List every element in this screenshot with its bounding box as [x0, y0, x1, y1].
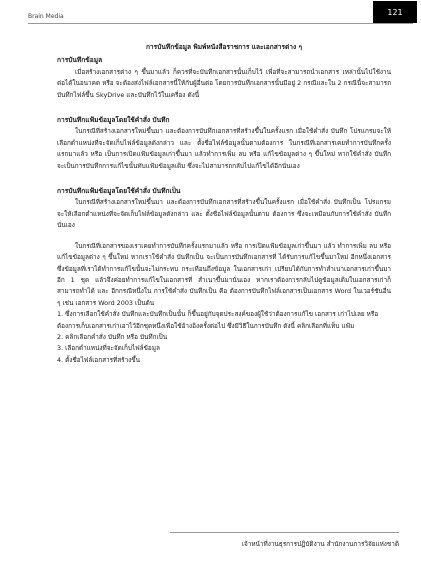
section-heading-save: การบันทึกข้อมูล [57, 56, 103, 65]
paragraph: เมื่อสร้างเอกสารต่าง ๆ ขึ้นมาแล้ว ก็ควรที่จะบันทึกเอกสารนั้นเก็บไว้ เพื่อที่จะสามารถนำเอกสาร เหล่านั้นไปใช้งานต่อได้ในอนาคต หรือ จะต้องส่งไฟล์เอกสารนี้ให้กับผู้อื่นต่อ โดยการบันทึกเอกสารนั้นมีอยู่ 2 กรณีและใน 2 กรณีนี้จะสามารถบันทึกไฟล์ขึ้น SkyDrive และบันทึกไว้ในเครื่อง ดังนี้ [57, 67, 391, 99]
list-item: 1. ซึ่งการเลือกใช้คำสั่ง บันทึกและบันทึกเป็นนั้น ก็ขึ้นอยู่กับจุดประสงค์ของผู้ใช้ว่าต้องการแก้ไข เอกสาร เก่าไปเลย หรือต้องการเก็บเอกสารเก่าเอาไว้อีกชุดหนึ่งเพื่อใช้อ้างอิงครั้งต่อไป ซึ่งมีวิธีในการบันทึก ดังนี้ คลิกเลือกที่แท็บ แฟ้ม [57, 310, 379, 330]
footer-divider [170, 532, 399, 533]
page-number-box [373, 1, 417, 23]
document-title: การบันทึกข้อมูล พิมพ์หนังสือราชการ และเอกสารต่าง ๆ [145, 43, 303, 51]
list-item: 2. คลิกเลือกคำสั่ง บันทึก หรือ บันทึกเป็น [57, 332, 168, 341]
paragraph: ในกรณีที่สร้างเอกสารใหม่ขึ้นมา และต้องการบันทึกเอกสารที่สร้างขึ้นในครั้งแรก เมื่อใช้คำสั่ง บันทึกเป็น โปรแกรมจะให้เลือกตำแหน่งที่จะจัดเก็บไฟล์ข้อมูลดังกล่าว และ ตั้งชื่อไฟล์ข้อมูลนั้นตาม ต้องการ ซึ่งจะเหมือนกับการใช้คำสั่ง บันทึก นั่นเอง [57, 198, 391, 230]
header-title: Brain Media [28, 13, 64, 20]
paragraph: ในกรณีที่สร้างเอกสารใหม่ขึ้นมา และต้องการบันทึกเอกสารที่สร้างขึ้นในครั้งแรก เมื่อใช้คำสั่ง บันทึก โปรแกรมจะให้เลือกตำแหน่งที่จะจัดเก็บไฟล์ข้อมูลดังกล่าว และ ตั้งชื่อไฟล์ข้อมูลนั้นตามต้องการ ในกรณีที่เอกสารเคยทำการบันทึกครั้งแรกมาแล้ว หรือ เป็นการเปิดแฟ้มข้อมูลเก่าขึ้นมา แล้วทำการเพิ่ม ลบ หรือ แก้ไขข้อมูลต่าง ๆ ขึ้นใหม่ หากใช้คำสั่ง บันทึก จะเป็นการบันทึกการแก้ไขนั้นทับแฟ้มข้อมูลเดิม ซึ่งจะไม่สามารถกลับไปแก้ไขได้อีกนั่นเอง [57, 127, 391, 170]
list-item: 4. ตั้งชื่อไฟล์เอกสารที่สร้างขึ้น [57, 355, 141, 364]
section-heading-save-as-command: การบันทึกแฟ้มข้อมูลโดยใช้คำสั่ง บันทึกเป็น [57, 187, 181, 196]
header-divider [28, 23, 413, 24]
list-item: 3. เลือกตำแหน่งที่จะจัดเก็บไฟล์ข้อมูล [57, 344, 160, 353]
document-body [57, 42, 391, 366]
section-heading-save-command: การบันทึกแฟ้มข้อมูลโดยใช้คำสั่ง บันทึก [57, 116, 170, 125]
page-number: 121 [387, 7, 403, 17]
footer-text: เจ้าหน้าที่งานธุรการปฏิบัติงาน สำนักงานการวิจัยแห่งชาติ [241, 540, 399, 548]
paragraph: ในกรณีที่เอกสารของเราเคยทำการบันทึกครั้งแรกมาแล้ว หรือ การเปิดแฟ้มข้อมูลเก่าขึ้นมา แล้ว ทำการเพิ่ม ลบ หรือ แก้ไขข้อมูลต่าง ๆ ขึ้นใหม่ หากเราใช้คำสั่ง บันทึกเป็น จะเป็นการบันทึกเอกสารที่ ได้รับการแก้ไขขึ้นมาใหม่ อีกหนึ่งเอกสาร ซึ่งข้อมูลที่เราได้ทำการแก้ไขนั้นจะไม่กระทบ กระเทือนถึงข้อมูล ในเอกสารเก่า เปรียบได้กับการทำสำเนาเอกสารเก่าขึ้นมาอีก 1 ชุด แล้วจึงค่อยทำการแก้ไขในเอกสารที่ สำเนาขึ้นมานั่นเอง หากเราต้องการกลับไปดูข้อมูลเดิมในเอกสารเก่าก็สามารถทำได้ และ อีกกรณีหนึ่งใน การใช้คำสั่ง บันทึกเป็น คือ ต้องการบันทึกไฟล์เอกสารเป็นเอกสาร Word ในเวอร์ชันอื่น ๆ เช่น เอกสาร Word 2003 เป็นต้น [57, 241, 391, 307]
